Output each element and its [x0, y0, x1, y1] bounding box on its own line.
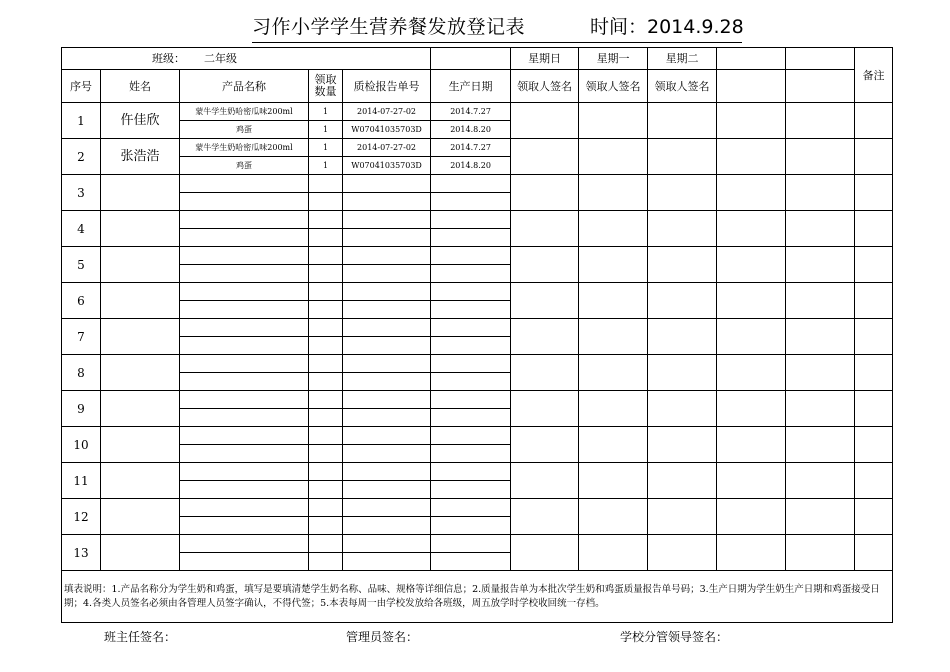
row-seq: 4 — [62, 211, 101, 247]
item-cell[interactable] — [431, 301, 511, 319]
table-row — [62, 247, 893, 265]
signature-cell[interactable] — [717, 535, 786, 571]
item-cell[interactable] — [343, 211, 431, 229]
item-cell[interactable] — [309, 463, 343, 481]
item-cell[interactable] — [309, 427, 343, 445]
row-seq: 7 — [62, 319, 101, 355]
report-number: 2014-07-27-02 — [343, 139, 431, 157]
qty-header-line2: 数量 — [314, 85, 337, 98]
item-cell[interactable] — [343, 355, 431, 373]
production-date: 2014.8.20 — [431, 121, 511, 139]
student-name[interactable] — [101, 427, 180, 463]
student-name[interactable] — [101, 247, 180, 283]
item-cell[interactable] — [431, 211, 511, 229]
signature-cell[interactable] — [511, 247, 579, 283]
signature-cell[interactable] — [511, 103, 579, 139]
item-cell[interactable] — [180, 229, 309, 247]
signature-cell[interactable] — [717, 463, 786, 499]
item-cell[interactable] — [180, 337, 309, 355]
signature-cell[interactable] — [786, 103, 855, 139]
student-name[interactable] — [101, 283, 180, 319]
notes-row — [62, 571, 893, 623]
signature-cell[interactable] — [717, 247, 786, 283]
item-cell[interactable] — [309, 211, 343, 229]
signature-cell[interactable] — [511, 175, 579, 211]
signature-cell[interactable] — [855, 175, 893, 211]
student-name[interactable] — [101, 355, 180, 391]
row-seq: 5 — [62, 247, 101, 283]
signature-cell[interactable] — [511, 139, 579, 175]
signature-cell[interactable] — [786, 175, 855, 211]
item-cell[interactable] — [180, 319, 309, 337]
signature-cell[interactable] — [717, 103, 786, 139]
signature-cell[interactable] — [511, 463, 579, 499]
signature-cell[interactable] — [717, 427, 786, 463]
student-name: 仵佳欣 — [101, 103, 180, 139]
signature-cell[interactable] — [855, 103, 893, 139]
item-cell[interactable] — [309, 481, 343, 499]
item-cell[interactable] — [343, 445, 431, 463]
item-cell[interactable] — [343, 319, 431, 337]
item-cell[interactable] — [343, 229, 431, 247]
seq-header: 序号 — [62, 70, 101, 103]
signature-cell[interactable] — [648, 391, 717, 427]
signature-cell[interactable] — [579, 175, 648, 211]
student-name[interactable] — [101, 463, 180, 499]
row-seq: 2 — [62, 139, 101, 175]
signature-cell[interactable] — [855, 319, 893, 355]
item-cell[interactable] — [431, 355, 511, 373]
signature-cell[interactable] — [855, 247, 893, 283]
signature-cell[interactable] — [579, 535, 648, 571]
production-date: 2014.7.27 — [431, 139, 511, 157]
item-cell[interactable] — [343, 265, 431, 283]
item-cell[interactable] — [309, 409, 343, 427]
item-cell[interactable] — [180, 391, 309, 409]
signature-cell[interactable] — [648, 103, 717, 139]
day-blank-2 — [786, 48, 855, 70]
signature-cell[interactable] — [786, 355, 855, 391]
signature-cell[interactable] — [786, 283, 855, 319]
production-date: 2014.7.27 — [431, 103, 511, 121]
quantity: 1 — [309, 139, 343, 157]
signature-header-blank-1 — [717, 70, 786, 103]
signature-cell[interactable] — [855, 211, 893, 247]
name-header: 姓名 — [101, 70, 180, 103]
item-cell[interactable] — [180, 247, 309, 265]
header-row-1 — [62, 48, 893, 70]
signature-cell[interactable] — [579, 463, 648, 499]
signature-cell[interactable] — [648, 319, 717, 355]
signature-cell[interactable] — [786, 211, 855, 247]
item-cell[interactable] — [180, 535, 309, 553]
teacher-sign-label: 班主任签名： — [104, 630, 177, 644]
item-cell[interactable] — [180, 517, 309, 535]
signature-cell[interactable] — [511, 391, 579, 427]
item-cell[interactable] — [431, 445, 511, 463]
item-cell[interactable] — [343, 373, 431, 391]
signature-cell[interactable] — [786, 139, 855, 175]
item-cell[interactable] — [180, 499, 309, 517]
table-row — [62, 355, 893, 373]
signature-cell[interactable] — [717, 175, 786, 211]
signature-cell[interactable] — [579, 319, 648, 355]
signature-cell[interactable] — [579, 139, 648, 175]
item-cell[interactable] — [431, 283, 511, 301]
signature-cell[interactable] — [786, 463, 855, 499]
signature-cell[interactable] — [717, 211, 786, 247]
item-cell[interactable] — [343, 517, 431, 535]
item-cell[interactable] — [431, 391, 511, 409]
header-blank-cell — [431, 48, 511, 70]
signature-cell[interactable] — [648, 499, 717, 535]
item-cell[interactable] — [431, 463, 511, 481]
item-cell[interactable] — [343, 391, 431, 409]
student-name[interactable] — [101, 391, 180, 427]
day-blank-1 — [717, 48, 786, 70]
class-value: 二年级 — [204, 52, 237, 65]
signature-cell[interactable] — [579, 211, 648, 247]
item-cell[interactable] — [180, 355, 309, 373]
item-cell[interactable] — [180, 427, 309, 445]
signature-cell[interactable] — [648, 427, 717, 463]
class-label: 班级： — [152, 52, 185, 65]
item-cell[interactable] — [309, 283, 343, 301]
student-name[interactable] — [101, 175, 180, 211]
signature-cell[interactable] — [786, 535, 855, 571]
item-cell[interactable] — [180, 373, 309, 391]
item-cell[interactable] — [431, 175, 511, 193]
signature-cell[interactable] — [855, 499, 893, 535]
signature-header-sunday: 领取人签名 — [511, 70, 579, 103]
signature-cell[interactable] — [786, 499, 855, 535]
signature-cell[interactable] — [511, 211, 579, 247]
item-cell[interactable] — [343, 553, 431, 571]
signature-cell[interactable] — [648, 139, 717, 175]
item-cell[interactable] — [180, 193, 309, 211]
qty-header-line1: 领取 — [314, 73, 337, 86]
item-cell[interactable] — [309, 445, 343, 463]
signature-cell[interactable] — [511, 535, 579, 571]
signature-cell[interactable] — [648, 211, 717, 247]
signature-cell[interactable] — [855, 427, 893, 463]
production-date: 2014.8.20 — [431, 157, 511, 175]
product-name: 鸡蛋 — [180, 157, 309, 175]
product-header: 产品名称 — [180, 70, 309, 103]
leader-sign-label: 学校分管领导签名： — [620, 630, 729, 644]
signature-cell[interactable] — [717, 499, 786, 535]
student-name[interactable] — [101, 535, 180, 571]
item-cell[interactable] — [343, 193, 431, 211]
item-cell[interactable] — [180, 211, 309, 229]
row-seq: 1 — [62, 103, 101, 139]
item-cell[interactable] — [309, 391, 343, 409]
manager-sign-label: 管理员签名： — [346, 630, 419, 644]
title-block — [252, 10, 742, 43]
item-cell[interactable] — [180, 283, 309, 301]
row-seq: 6 — [62, 283, 101, 319]
table-row — [62, 463, 893, 481]
date-label: 时间：2014.9.28 — [590, 16, 744, 38]
item-cell[interactable] — [180, 409, 309, 427]
item-cell[interactable] — [309, 175, 343, 193]
item-cell[interactable] — [180, 445, 309, 463]
date-header: 生产日期 — [431, 70, 511, 103]
register-table — [61, 47, 893, 623]
signature-cell[interactable] — [511, 319, 579, 355]
row-seq: 11 — [62, 463, 101, 499]
item-cell[interactable] — [343, 337, 431, 355]
table-row — [62, 211, 893, 229]
item-cell[interactable] — [309, 517, 343, 535]
item-cell[interactable] — [431, 553, 511, 571]
report-number: W07041035703D — [343, 157, 431, 175]
product-name: 蒙牛学生奶哈密瓜味200ml — [180, 139, 309, 157]
row-seq: 12 — [62, 499, 101, 535]
signature-cell[interactable] — [717, 391, 786, 427]
item-cell[interactable] — [431, 319, 511, 337]
student-name: 张浩浩 — [101, 139, 180, 175]
signature-cell[interactable] — [855, 535, 893, 571]
signature-cell[interactable] — [579, 355, 648, 391]
signature-cell[interactable] — [717, 319, 786, 355]
signature-header-blank-2 — [786, 70, 855, 103]
item-cell[interactable] — [343, 301, 431, 319]
qty-header — [309, 70, 343, 103]
signature-cell[interactable] — [855, 463, 893, 499]
item-cell[interactable] — [431, 427, 511, 445]
item-cell[interactable] — [431, 535, 511, 553]
signature-cell[interactable] — [786, 391, 855, 427]
item-cell[interactable] — [343, 247, 431, 265]
signature-cell[interactable] — [855, 391, 893, 427]
signature-cell[interactable] — [579, 283, 648, 319]
signature-cell[interactable] — [786, 427, 855, 463]
signature-cell[interactable] — [855, 139, 893, 175]
item-cell[interactable] — [309, 265, 343, 283]
report-header: 质检报告单号 — [343, 70, 431, 103]
item-cell[interactable] — [343, 427, 431, 445]
product-name: 鸡蛋 — [180, 121, 309, 139]
item-cell[interactable] — [309, 229, 343, 247]
table-row — [62, 175, 893, 193]
signature-cell[interactable] — [511, 427, 579, 463]
item-cell[interactable] — [309, 247, 343, 265]
signature-cell[interactable] — [717, 283, 786, 319]
item-cell[interactable] — [180, 265, 309, 283]
row-seq: 13 — [62, 535, 101, 571]
table-row — [62, 427, 893, 445]
item-cell[interactable] — [431, 265, 511, 283]
item-cell[interactable] — [309, 499, 343, 517]
class-cell — [62, 48, 431, 70]
product-name: 蒙牛学生奶哈密瓜味200ml — [180, 103, 309, 121]
table-row — [62, 139, 893, 157]
header-row-2 — [62, 70, 893, 103]
item-cell[interactable] — [431, 499, 511, 517]
report-number: 2014-07-27-02 — [343, 103, 431, 121]
item-cell[interactable] — [431, 247, 511, 265]
table-row — [62, 535, 893, 553]
item-cell[interactable] — [309, 301, 343, 319]
signature-cell[interactable] — [648, 247, 717, 283]
item-cell[interactable] — [343, 499, 431, 517]
table-row — [62, 391, 893, 409]
item-cell[interactable] — [343, 409, 431, 427]
student-name[interactable] — [101, 499, 180, 535]
student-name[interactable] — [101, 211, 180, 247]
signature-cell[interactable] — [579, 103, 648, 139]
signature-cell[interactable] — [511, 283, 579, 319]
signature-cell[interactable] — [717, 139, 786, 175]
quantity: 1 — [309, 103, 343, 121]
signature-cell[interactable] — [579, 391, 648, 427]
report-number: W07041035703D — [343, 121, 431, 139]
item-cell[interactable] — [180, 463, 309, 481]
signature-header-monday: 领取人签名 — [579, 70, 648, 103]
item-cell[interactable] — [431, 337, 511, 355]
item-cell[interactable] — [343, 175, 431, 193]
item-cell[interactable] — [309, 193, 343, 211]
row-seq: 9 — [62, 391, 101, 427]
quantity: 1 — [309, 121, 343, 139]
item-cell[interactable] — [309, 535, 343, 553]
page-title: 习作小学学生营养餐发放登记表 — [252, 16, 526, 38]
item-cell[interactable] — [180, 553, 309, 571]
table-row — [62, 499, 893, 517]
signature-cell[interactable] — [855, 283, 893, 319]
item-cell[interactable] — [180, 481, 309, 499]
signature-cell[interactable] — [648, 175, 717, 211]
signature-cell[interactable] — [855, 355, 893, 391]
signature-cell[interactable] — [786, 247, 855, 283]
remark-header: 备注 — [855, 48, 893, 103]
item-cell[interactable] — [431, 193, 511, 211]
item-cell[interactable] — [343, 481, 431, 499]
item-cell[interactable] — [343, 463, 431, 481]
signature-cell[interactable] — [648, 463, 717, 499]
item-cell[interactable] — [309, 355, 343, 373]
item-cell[interactable] — [431, 373, 511, 391]
signature-header-tuesday: 领取人签名 — [648, 70, 717, 103]
row-seq: 10 — [62, 427, 101, 463]
table-row — [62, 283, 893, 301]
item-cell[interactable] — [431, 229, 511, 247]
row-seq: 8 — [62, 355, 101, 391]
item-cell[interactable] — [180, 175, 309, 193]
signature-cell[interactable] — [511, 355, 579, 391]
table-row — [62, 319, 893, 337]
item-cell[interactable] — [309, 553, 343, 571]
item-cell[interactable] — [180, 301, 309, 319]
item-cell[interactable] — [309, 373, 343, 391]
item-cell[interactable] — [343, 535, 431, 553]
signature-cell[interactable] — [648, 283, 717, 319]
day-monday: 星期一 — [579, 48, 648, 70]
item-cell[interactable] — [343, 283, 431, 301]
day-sunday: 星期日 — [511, 48, 579, 70]
signature-cell[interactable] — [579, 427, 648, 463]
item-cell[interactable] — [309, 337, 343, 355]
signature-cell[interactable] — [648, 535, 717, 571]
table-row — [62, 103, 893, 121]
signature-cell[interactable] — [511, 499, 579, 535]
signature-cell[interactable] — [579, 499, 648, 535]
signature-cell[interactable] — [579, 247, 648, 283]
signature-cell[interactable] — [786, 319, 855, 355]
item-cell[interactable] — [431, 517, 511, 535]
day-tuesday: 星期二 — [648, 48, 717, 70]
fill-instructions: 填表说明：1.产品名称分为学生奶和鸡蛋，填写是要填清楚学生奶名称、品味、规格等详细信息；2.质量报告单为本批次学生奶和鸡蛋质量报告单号码；3.生产日期为学生奶生产日期和鸡蛋接受日期；4.各类人员签名必须由各管理人员签字确认，不得代签；5.本表每周一由学校发放给各班级，周五放学时学校收回统一存档。 — [62, 571, 893, 623]
item-cell[interactable] — [431, 481, 511, 499]
row-seq: 3 — [62, 175, 101, 211]
item-cell[interactable] — [431, 409, 511, 427]
student-name[interactable] — [101, 319, 180, 355]
signature-cell[interactable] — [648, 355, 717, 391]
quantity: 1 — [309, 157, 343, 175]
item-cell[interactable] — [309, 319, 343, 337]
signature-cell[interactable] — [717, 355, 786, 391]
